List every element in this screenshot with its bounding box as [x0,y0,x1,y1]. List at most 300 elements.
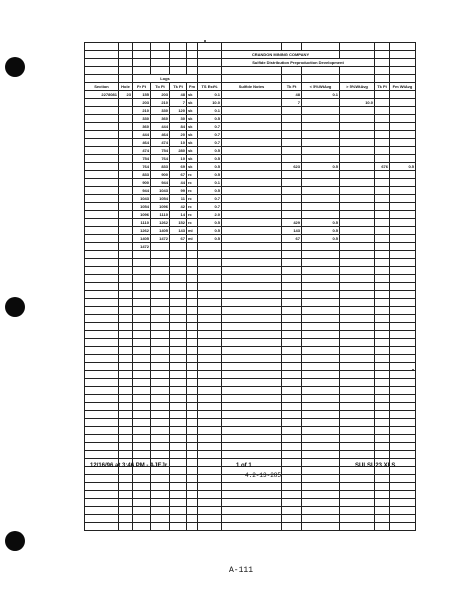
table-cell [151,331,170,339]
table-cell [119,179,133,187]
table-cell [85,155,119,163]
table-cell [170,43,187,51]
table-cell [390,371,416,379]
table-cell [119,75,133,83]
table-cell [151,347,170,355]
table-cell [375,235,390,243]
table-cell [222,243,282,251]
table-cell [222,187,282,195]
table-cell [340,195,375,203]
table-cell [390,491,416,499]
table-cell [340,379,375,387]
table-cell [85,67,119,75]
table-cell [375,219,390,227]
table-cell [375,227,390,235]
empty-row [85,523,416,531]
table-cell: 7 [282,99,302,107]
table-cell [198,411,222,419]
table-row [85,227,416,235]
table-cell [390,219,416,227]
table-cell [133,59,151,67]
table-cell [119,355,133,363]
table-cell [340,363,375,371]
table-cell [170,51,187,59]
table-cell [282,523,302,531]
table-cell [375,203,390,211]
table-cell [282,259,302,267]
table-cell [222,163,282,171]
table-cell [198,275,222,283]
table-cell [198,339,222,347]
table-cell [133,427,151,435]
empty-row [85,315,416,323]
table-cell [119,523,133,531]
table-cell [170,459,187,467]
table-cell [170,483,187,491]
table-cell [302,379,340,387]
table-cell: 1110 [151,211,170,219]
table-cell: 360 [151,115,170,123]
table-cell [151,323,170,331]
table-row [85,235,416,243]
table-cell [222,507,282,515]
empty-row [85,491,416,499]
table-cell: 0.5 [198,227,222,235]
table-cell [119,299,133,307]
table-cell [170,419,187,427]
table-cell: rc [187,179,198,187]
table-cell [85,59,119,67]
table-cell [302,491,340,499]
table-cell [198,499,222,507]
table-cell [119,107,133,115]
table-cell [375,499,390,507]
table-cell [198,459,222,467]
table-cell [119,171,133,179]
table-cell: 30 [170,115,187,123]
table-cell [119,307,133,315]
table-cell [170,323,187,331]
table-cell [187,51,198,59]
table-cell [282,139,302,147]
table-cell [282,491,302,499]
table-cell [222,403,282,411]
table-cell [340,211,375,219]
table-cell [170,259,187,267]
table-cell: sk [187,131,198,139]
table-cell [187,283,198,291]
table-cell: 11 [170,195,187,203]
table-cell [119,315,133,323]
table-cell [119,251,133,259]
table-cell [222,315,282,323]
table-cell [187,291,198,299]
table-cell: 1405 [151,227,170,235]
table-cell [302,355,340,363]
table-cell [390,331,416,339]
table-cell [151,475,170,483]
table-cell [390,363,416,371]
table-cell [198,419,222,427]
table-cell [85,75,119,83]
empty-row [85,259,416,267]
table-row [85,155,416,163]
table-cell: 67 [170,171,187,179]
table-cell [222,331,282,339]
table-cell [340,355,375,363]
table-cell [151,427,170,435]
table-cell [390,323,416,331]
table-cell [302,515,340,523]
table-row [85,115,416,123]
table-cell: sk [187,123,198,131]
table-cell [375,411,390,419]
table-cell: 1262 [151,219,170,227]
table-cell [302,291,340,299]
table-cell [119,403,133,411]
table-cell [170,299,187,307]
table-cell [340,235,375,243]
table-cell [170,267,187,275]
table-cell [282,195,302,203]
table-cell: 0.5 [302,163,340,171]
table-cell [151,491,170,499]
table-cell [375,379,390,387]
table-cell: 10.0 [198,99,222,107]
table-cell [151,267,170,275]
table-cell [151,43,170,51]
table-cell [85,267,119,275]
table-cell [282,179,302,187]
table-cell [340,163,375,171]
table-cell [375,275,390,283]
table-cell [85,475,119,483]
table-cell [340,203,375,211]
table-cell [170,443,187,451]
table-cell [375,523,390,531]
table-cell [198,363,222,371]
empty-row [85,443,416,451]
table-cell [119,419,133,427]
table-row [85,147,416,155]
table-cell [85,171,119,179]
table-cell [222,419,282,427]
table-cell: 1043 [133,195,151,203]
table-cell [170,291,187,299]
table-cell [302,155,340,163]
table-cell [282,331,302,339]
table-cell [375,443,390,451]
table-cell [222,267,282,275]
table-cell: sk [187,147,198,155]
logs-group-header: Logs [133,75,198,83]
table-cell [375,99,390,107]
empty-row [85,427,416,435]
table-cell [85,331,119,339]
table-cell [390,187,416,195]
table-cell [187,355,198,363]
empty-row [85,515,416,523]
table-cell [133,307,151,315]
table-cell [198,371,222,379]
table-cell [198,251,222,259]
table-cell [340,323,375,331]
table-cell [375,139,390,147]
table-cell [282,283,302,291]
table-cell: 67 [170,235,187,243]
table-cell [170,435,187,443]
table-cell [119,259,133,267]
table-cell [151,523,170,531]
table-cell [390,107,416,115]
table-cell: 210 [151,99,170,107]
table-cell [302,363,340,371]
table-row [85,163,416,171]
table-cell: 754 [151,147,170,155]
table-row [85,99,416,107]
table-cell [302,267,340,275]
table-cell [390,67,416,75]
table-row [85,123,416,131]
table-row [85,139,416,147]
table-cell [282,379,302,387]
table-cell [119,363,133,371]
table-cell [282,267,302,275]
table-cell [187,251,198,259]
table-cell [187,363,198,371]
table-cell [282,403,302,411]
table-cell [85,515,119,523]
table-cell [119,491,133,499]
subtitle-row [85,59,416,67]
table-cell [85,387,119,395]
table-cell [340,227,375,235]
table-cell [119,339,133,347]
table-cell [390,355,416,363]
table-cell [222,147,282,155]
table-cell [340,347,375,355]
table-cell [340,515,375,523]
table-cell [187,443,198,451]
table-cell [85,211,119,219]
table-cell [119,507,133,515]
table-cell [222,435,282,443]
table-cell [390,51,416,59]
table-cell [170,499,187,507]
table-cell [375,243,390,251]
empty-row [85,299,416,307]
table-cell [222,443,282,451]
table-cell [222,291,282,299]
table-cell [151,67,170,75]
table-cell [119,291,133,299]
table-cell [375,515,390,523]
table-cell: 444 [133,131,151,139]
table-cell [390,443,416,451]
table-cell [340,75,375,83]
table-cell [282,451,302,459]
table-cell [302,475,340,483]
table-cell [133,267,151,275]
table-cell [222,395,282,403]
table-cell [133,283,151,291]
table-cell [222,67,282,75]
table-cell [222,219,282,227]
table-row [85,171,416,179]
table-cell [85,419,119,427]
table-cell [198,347,222,355]
column-header: Fm WtAvg [390,83,416,91]
table-cell [302,259,340,267]
table-cell [187,419,198,427]
table-cell [85,427,119,435]
table-cell [282,515,302,523]
table-cell [390,243,416,251]
table-cell [302,195,340,203]
table-cell: sk [187,163,198,171]
empty-row [85,323,416,331]
table-cell [119,515,133,523]
table-cell [198,395,222,403]
report-subtitle: Sulfide Distribution Preproduction Development [222,59,375,67]
table-cell [375,403,390,411]
table-cell [170,243,187,251]
table-cell [133,331,151,339]
table-cell [302,459,340,467]
table-cell [222,155,282,163]
table-cell [390,347,416,355]
table-cell [119,443,133,451]
table-cell [187,483,198,491]
table-cell [151,443,170,451]
table-cell: sk [187,139,198,147]
table-cell [222,107,282,115]
table-cell [375,259,390,267]
table-cell [119,267,133,275]
table-cell [198,243,222,251]
table-cell [302,507,340,515]
table-cell [375,187,390,195]
punch-hole-top [5,57,25,77]
table-cell [198,443,222,451]
table-cell [85,99,119,107]
table-cell [375,475,390,483]
table-cell [198,491,222,499]
document-number: 4.2-13-285 [245,472,282,479]
table-cell: sk [187,155,198,163]
table-cell [198,483,222,491]
table-cell [133,451,151,459]
table-cell [282,323,302,331]
table-cell [198,299,222,307]
table-cell [390,275,416,283]
column-header-row [85,83,416,91]
table-cell [119,43,133,51]
table-cell [222,283,282,291]
table-cell [85,443,119,451]
table-cell [340,51,375,59]
table-cell [282,475,302,483]
table-cell: 0.5 [198,147,222,155]
table-cell [119,499,133,507]
table-cell [282,275,302,283]
table-cell [170,411,187,419]
table-cell [282,187,302,195]
table-cell [119,283,133,291]
table-cell: rc [187,171,198,179]
table-cell [170,451,187,459]
table-cell [390,131,416,139]
table-cell [302,75,340,83]
table-cell [375,59,390,67]
empty-row [85,339,416,347]
table-cell [375,307,390,315]
table-cell [282,387,302,395]
table-cell [170,515,187,523]
table-cell [390,179,416,187]
table-cell [340,371,375,379]
table-row [85,179,416,187]
table-cell [340,43,375,51]
title-row [85,51,416,59]
table-cell [375,339,390,347]
table-cell [133,291,151,299]
table-cell [282,355,302,363]
logs-header-row [85,75,416,83]
table-cell: 2278081 [85,91,119,99]
table-cell [119,323,133,331]
table-cell: 330 [151,107,170,115]
table-cell [302,171,340,179]
table-cell [170,395,187,403]
table-cell [119,331,133,339]
table-cell [375,67,390,75]
table-cell [170,331,187,339]
table-cell [170,523,187,531]
table-cell [85,307,119,315]
table-cell [340,339,375,347]
table-cell [340,115,375,123]
table-cell [375,195,390,203]
file-name: SULSU23.XLS [355,463,396,469]
table-cell [375,355,390,363]
table-cell [119,139,133,147]
table-cell [151,371,170,379]
table-cell: 464 [133,139,151,147]
table-row [85,243,416,251]
table-cell [340,219,375,227]
table-cell [302,307,340,315]
table-cell: 0.1 [198,107,222,115]
table-cell [119,235,133,243]
table-cell [390,147,416,155]
table-cell [390,427,416,435]
table-cell [187,427,198,435]
table-cell [133,67,151,75]
table-cell [282,147,302,155]
table-cell [282,251,302,259]
table-cell [222,427,282,435]
table-cell: 155 [133,91,151,99]
table-cell [340,427,375,435]
table-cell [390,251,416,259]
table-row [85,203,416,211]
empty-row [85,275,416,283]
table-cell [222,43,282,51]
table-cell [85,163,119,171]
table-cell [198,267,222,275]
table-cell [375,435,390,443]
